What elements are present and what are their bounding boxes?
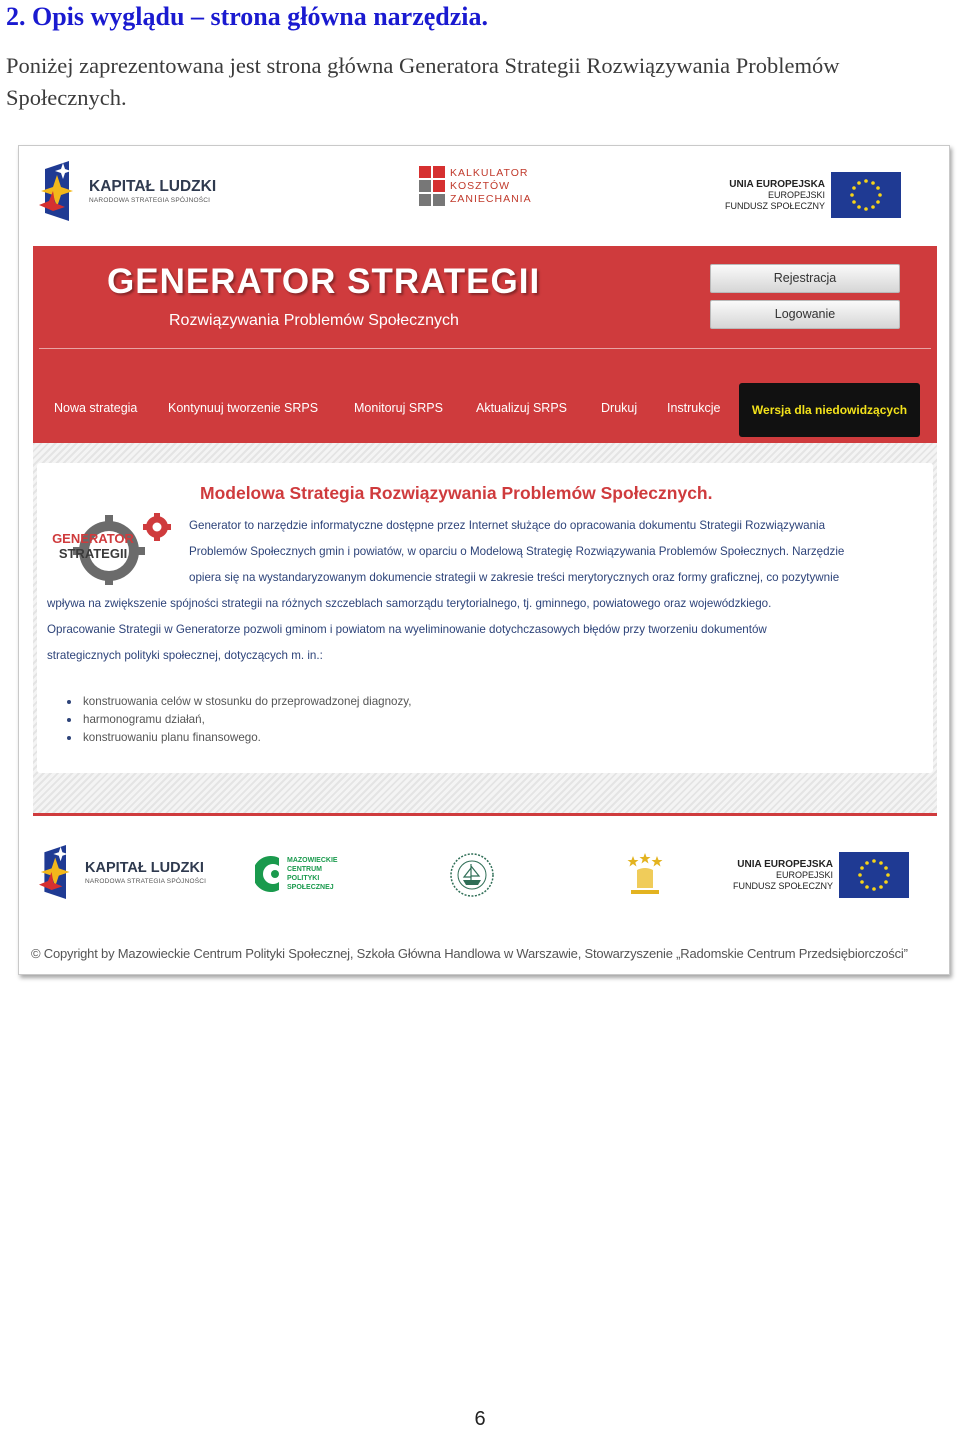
accessible-version-button[interactable]: Wersja dla niedowidzących <box>739 383 920 437</box>
paragraph-line: Problemów Społecznych gmin i powiatów, w oparciu o Modelową Strategię Rozwiązywania Problemów Społecznych. Narzędzie <box>189 545 845 558</box>
paragraph-line: strategicznych polityki społecznej, dotyczących m. in.: <box>47 649 323 662</box>
kapital-ludzki-logo <box>39 161 216 221</box>
list-item: konstruowania celów w stosunku do przeprowadzonej diagnozy, <box>67 693 411 711</box>
kalkulator-kosztow-logo <box>419 166 532 206</box>
eu-logo <box>725 172 901 218</box>
paragraph-line: opiera się na wystandaryzowanym dokumencie strategii w zakresie treści merytorycznych oraz formy graficznej, co pozytywnie <box>189 571 840 584</box>
paragraph-line: Opracowanie Strategii w Generatorze pozwoli gminom i powiatom na wyeliminowanie dotychczasowych błędów przy tworzeniu dokumentów <box>47 623 767 636</box>
mcps-line-4: SPOŁECZNEJ <box>287 884 334 891</box>
banner-divider <box>39 348 931 349</box>
kalkulator-line-3: ZANIECHANIA <box>450 192 532 205</box>
generator-logo-line-2: STRATEGII <box>58 546 128 561</box>
kalkulator-line-2: KOSZTÓW <box>450 179 511 192</box>
eu-line-2: EUROPEJSKI <box>768 189 826 200</box>
kapital-ludzki-subtitle: NARODOWA STRATEGIA SPÓJNOŚCI <box>89 196 211 204</box>
generator-logo <box>47 513 175 585</box>
nav-update-srps[interactable]: Aktualizuj SRPS <box>476 401 568 415</box>
footer-eu-line-3: FUNDUSZ SPOŁECZNY <box>733 880 834 891</box>
site-banner <box>33 246 937 443</box>
kalkulator-icon <box>419 166 445 206</box>
kapital-ludzki-icon <box>39 844 75 900</box>
mcps-logo <box>255 852 338 896</box>
eu-flag-icon <box>831 172 901 218</box>
paragraph-line: wpływa na zwiększenie spójności strategii na różnych szczeblach samorządu terytorialnego, tj. gminnego, powiatowego oraz wojewódzkiego. <box>47 597 772 610</box>
mcps-icon <box>255 852 283 896</box>
register-button[interactable]: Rejestracja <box>710 264 900 293</box>
page-number: 6 <box>474 1408 486 1430</box>
nav-continue-srps[interactable]: Kontynuuj tworzenie SRPS <box>168 401 319 415</box>
content-card <box>37 463 933 773</box>
content-title: Modelowa Strategia Rozwiązywania Problemów Społecznych. <box>200 483 713 503</box>
sgh-seal-icon <box>449 852 495 898</box>
login-button[interactable]: Logowanie <box>710 300 900 329</box>
rcp-star-icon <box>623 852 667 898</box>
mcps-line-3: POLITYKI <box>287 875 320 882</box>
eu-flag-icon <box>839 852 909 898</box>
footer-eu-line-2: EUROPEJSKI <box>776 869 834 880</box>
generator-logo-line-1: GENERATOR <box>52 531 134 546</box>
nav-new-strategy[interactable]: Nowa strategia <box>54 401 138 415</box>
footer-eu-logo <box>733 852 909 898</box>
nav-print[interactable]: Drukuj <box>601 401 638 415</box>
content-area <box>33 443 937 816</box>
copyright-text: © Copyright by Mazowieckie Centrum Polityki Społecznej, Szkoła Główna Handlowa w Warszawie, Stowarzyszenie „Radomskie Centrum Przedsiębiorczości” <box>31 946 908 961</box>
document-heading: 2. Opis wyglądu – strona główna narzędzia. <box>6 2 489 31</box>
eu-line-3: FUNDUSZ SPOŁECZNY <box>725 200 826 211</box>
mcps-line-1: MAZOWIECKIE <box>287 857 338 864</box>
mcps-line-2: CENTRUM <box>287 866 322 873</box>
site-title: GENERATOR STRATEGII <box>107 262 541 301</box>
kalkulator-line-1: KALKULATOR <box>450 166 529 179</box>
kapital-ludzki-icon <box>39 161 79 221</box>
footer-eu-title: UNIA EUROPEJSKA <box>737 858 834 870</box>
eu-title: UNIA EUROPEJSKA <box>729 178 826 190</box>
screenshot-frame <box>18 145 950 975</box>
list-item: konstruowaniu planu finansowego. <box>67 729 411 747</box>
nav-monitor-srps[interactable]: Monitoruj SRPS <box>354 401 443 415</box>
list-item: harmonogramu działań, <box>67 711 411 729</box>
kapital-ludzki-name: KAPITAŁ LUDZKI <box>89 177 217 195</box>
document-intro: Poniżej zaprezentowana jest strona główna Generatora Strategii Rozwiązywania Problemów Społecznych. <box>6 53 840 110</box>
nav-instructions[interactable]: Instrukcje <box>667 401 721 415</box>
footer-kapital-ludzki-subtitle: NARODOWA STRATEGIA SPÓJNOŚCI <box>85 877 207 885</box>
paragraph-line: Generator to narzędzie informatyczne dostępne przez Internet służące do opracowania dokumentu Strategii Rozwiązywania <box>189 519 826 532</box>
footer-kapital-ludzki-name: KAPITAŁ LUDZKI <box>85 859 204 876</box>
footer-kapital-ludzki-logo <box>39 844 206 900</box>
site-subtitle: Rozwiązywania Problemów Społecznych <box>169 312 459 329</box>
bullet-list <box>67 693 411 747</box>
